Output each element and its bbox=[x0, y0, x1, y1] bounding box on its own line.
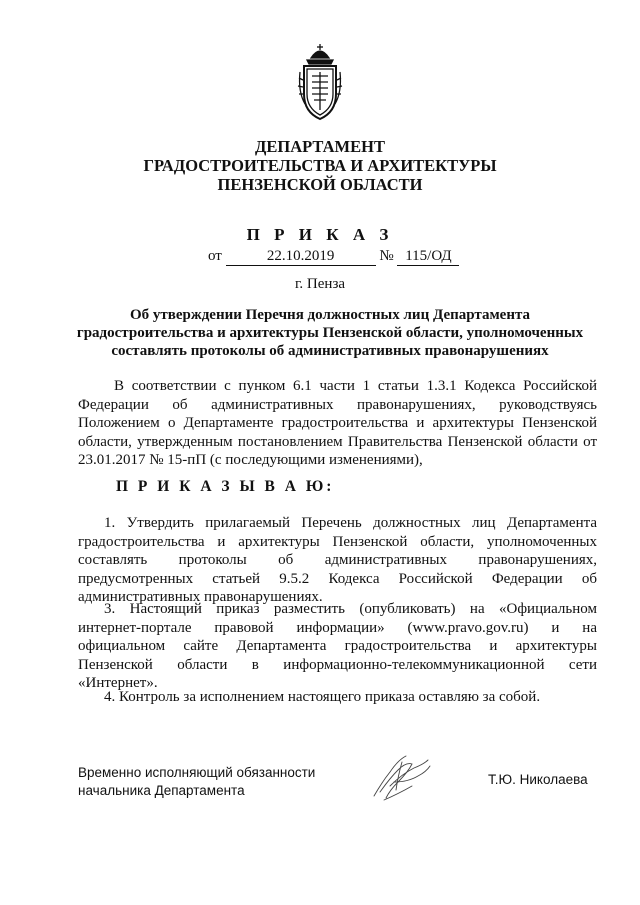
item-line: 4. Контроль за исполнением настоящего приказа оставляю за собой. bbox=[104, 689, 541, 705]
role-line: начальника Департамента bbox=[78, 783, 245, 798]
department-line: ГРАДОСТРОИТЕЛЬСТВА И АРХИТЕКТУРЫ bbox=[143, 156, 497, 175]
department-line: ПЕНЗЕНСКОЙ ОБЛАСТИ bbox=[217, 175, 423, 194]
item-line: предусмотренных статьей 9.5.2 Кодекса Российской Федерации об bbox=[78, 570, 597, 587]
order-date-number bbox=[208, 248, 468, 266]
subject-line: Об утверждении Перечня должностных лиц Департамента bbox=[129, 307, 531, 323]
coat-of-arms-icon bbox=[297, 42, 343, 122]
department-line: ДЕПАРТАМЕНТ bbox=[255, 137, 385, 156]
order-title: П Р И К А З bbox=[246, 225, 394, 244]
preamble-line: В соответствии с пунком 6.1 части 1 статьи 1.3.1 Кодекса Российской bbox=[114, 378, 597, 394]
subject-line: составлять протоколы об административных правонарушениях bbox=[111, 343, 549, 359]
preamble-line: Положением о Департаменте градостроительства и архитектуры Пензенской bbox=[78, 415, 597, 431]
preamble-line: Федерации об административных правонарушениях, руководствуясь bbox=[78, 396, 597, 413]
order-subject bbox=[60, 306, 600, 360]
signatory-name: Т.Ю. Николаева bbox=[488, 772, 588, 787]
item-line: «Интернет». bbox=[78, 675, 158, 691]
handwritten-signature-icon bbox=[368, 752, 434, 804]
item-line: официальном сайте Департамента градостроительства и архитектуры bbox=[78, 638, 597, 654]
preamble-line: области, утвержденным постановлением Правительства Пензенской области от bbox=[78, 433, 597, 450]
order-word: П Р И К А З Ы В А Ю: bbox=[116, 478, 335, 495]
subject-line: градостроительства и архитектуры Пензенской области, уполномоченных bbox=[76, 325, 584, 341]
item-line: составлять протоколы об административных правонарушениях, bbox=[78, 552, 597, 568]
preamble-line: 23.01.2017 № 15-пП (с последующими изменениями), bbox=[78, 452, 423, 468]
item-line: интернет-портале правовой информации» (www.pravo.gov.ru) и на bbox=[78, 619, 597, 636]
from-label: от bbox=[208, 248, 222, 264]
signatory-role bbox=[78, 764, 315, 800]
order-item-3 bbox=[78, 600, 597, 693]
item-line: градостроительства и архитектуры Пензенской области, уполномоченных bbox=[78, 533, 597, 550]
preamble bbox=[78, 377, 597, 470]
item-line: Пензенской области в информационно-телекоммуникационной сети bbox=[78, 656, 597, 673]
item-line: 3. Настоящий приказ разместить (опубликовать) на «Официальном bbox=[104, 601, 597, 617]
item-line: 1. Утвердить прилагаемый Перечень должностных лиц Департамента bbox=[104, 515, 597, 531]
order-date: 22.10.2019 bbox=[226, 248, 376, 266]
item-line: административных правонарушениях. bbox=[78, 589, 323, 605]
city: г. Пенза bbox=[294, 276, 346, 292]
department-name bbox=[0, 137, 640, 194]
role-line: Временно исполняющий обязанности bbox=[78, 765, 316, 780]
number-label: № bbox=[379, 248, 394, 264]
order-item-4 bbox=[78, 688, 597, 707]
order-number: 115/ОД bbox=[397, 248, 459, 266]
order-item-1 bbox=[78, 514, 597, 607]
